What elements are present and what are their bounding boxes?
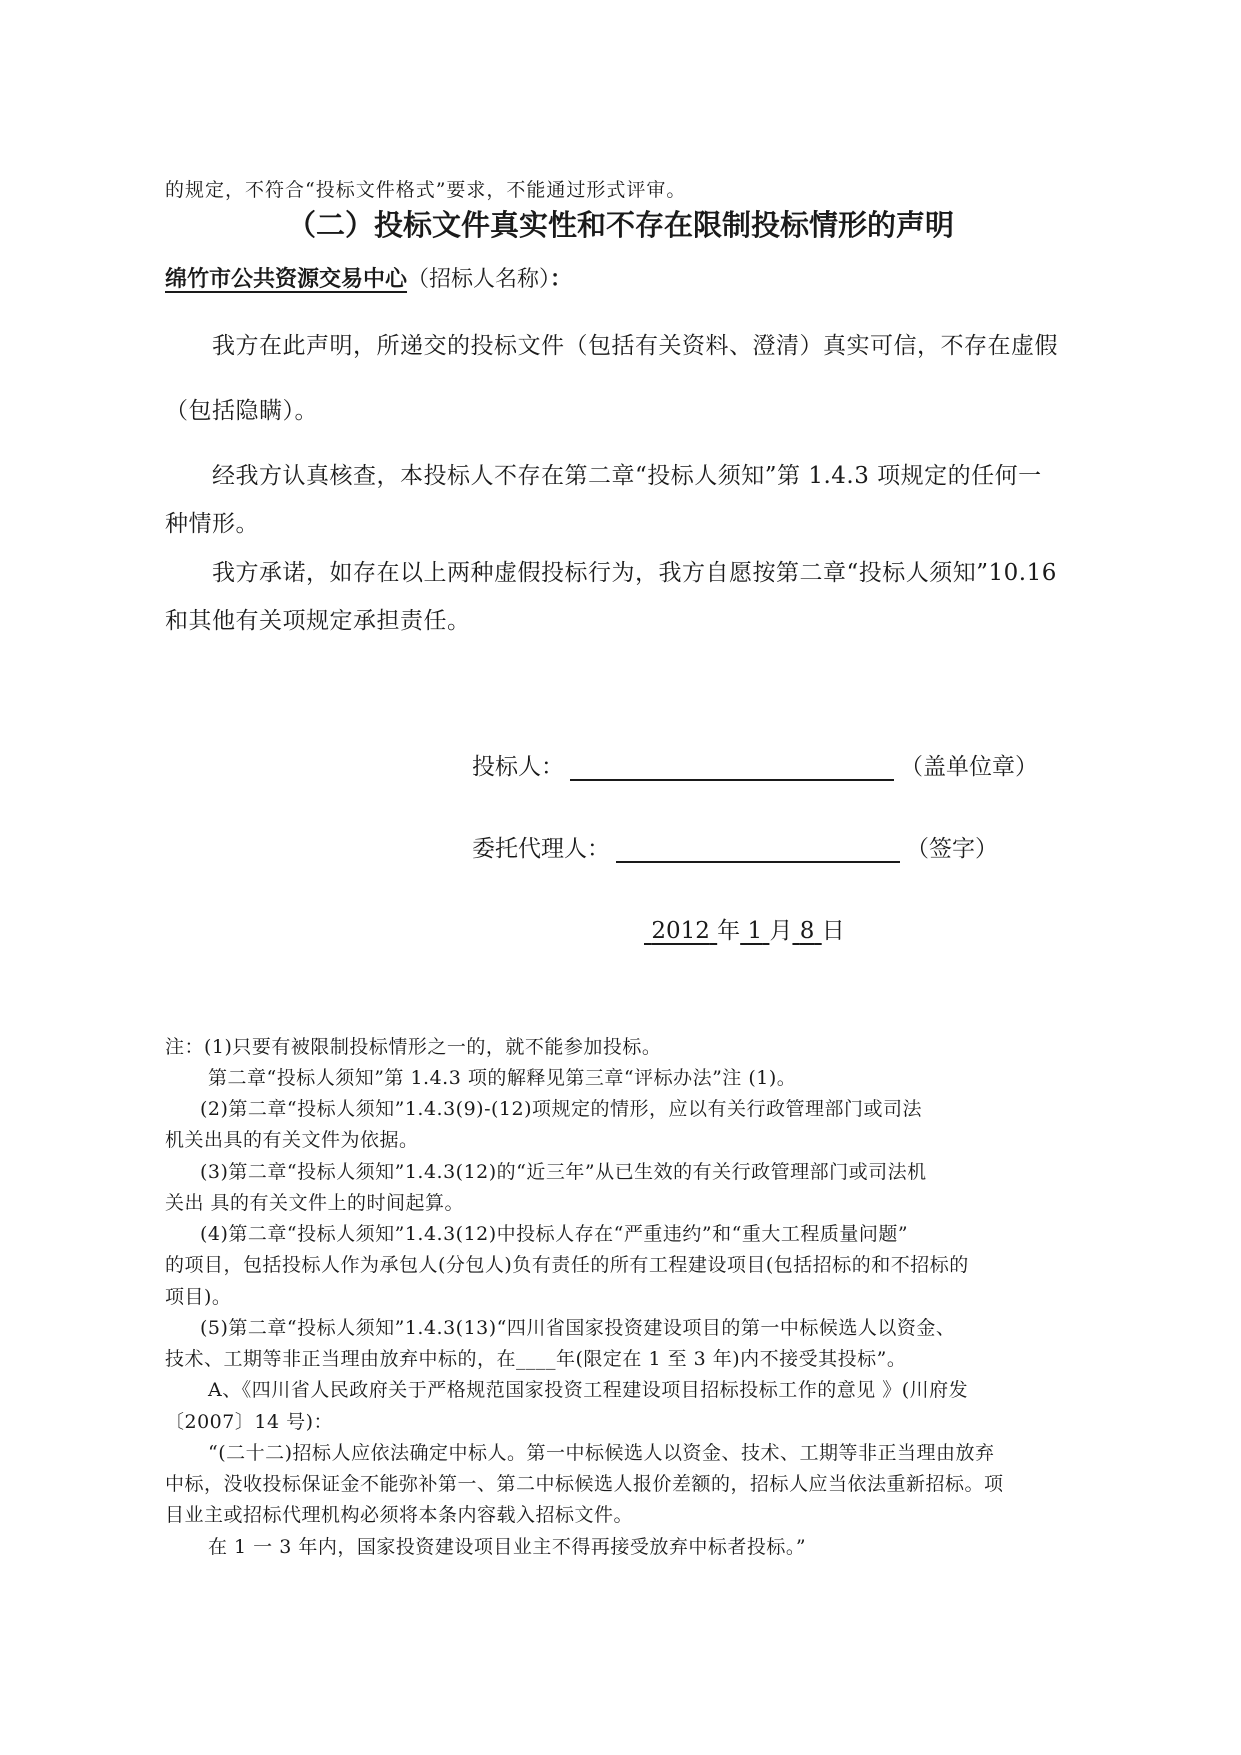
- note-line: 注：(1)只要有被限制投标情形之一的，就不能参加投标。: [165, 1036, 662, 1058]
- addressee-colon: ：: [550, 266, 573, 292]
- agent-suffix: （签字）: [906, 836, 998, 862]
- note-line: 中标，没收投标保证金不能弥补第一、第二中标候选人报价差额的，招标人应当依法重新招标。项: [165, 1473, 1004, 1495]
- agent-label: 委托代理人：: [472, 836, 610, 862]
- previous-page-fragment: 的规定，不符合“投标文件格式”要求，不能通过形式评审。: [165, 179, 687, 201]
- addressee-name: 绵竹市公共资源交易中心: [165, 266, 408, 292]
- note-line: 机关出具的有关文件为依据。: [165, 1129, 419, 1151]
- note-line: 在 1 一 3 年内，国家投资建设项目业主不得再接受放弃中标者投标。”: [208, 1536, 807, 1558]
- note-line: (2)第二章“投标人须知”1.4.3(9)-(12)项规定的情形，应以有关行政管理部门或司法: [200, 1098, 923, 1120]
- bidder-suffix: （盖单位章）: [900, 754, 1038, 780]
- date-month-unit: 月: [769, 918, 793, 944]
- declaration-heading: （二）投标文件真实性和不存在限制投标情形的声明: [286, 208, 954, 242]
- note-line: 〔2007〕14 号)：: [165, 1411, 333, 1433]
- paragraph-3-line-1: 我方承诺，如存在以上两种虚假投标行为，我方自愿按第二章“投标人须知”10.16: [212, 560, 1057, 586]
- signing-date: [644, 912, 845, 945]
- paragraph-1-line-2: （包括隐瞒）。: [165, 398, 318, 424]
- note-line: 项目)。: [165, 1286, 232, 1308]
- note-line: 第二章“投标人须知”第 1.4.3 项的解释见第三章“评标办法”注 (1)。: [208, 1067, 797, 1089]
- paragraph-2-line-2: 种情形。: [165, 511, 259, 537]
- bidder-label: 投标人：: [472, 754, 564, 780]
- note-line: 的项目，包括投标人作为承包人(分包人)负有责任的所有工程建设项目(包括招标的和不招标的: [165, 1254, 969, 1276]
- date-year-unit: 年: [717, 918, 741, 944]
- bidder-signature-line: [472, 748, 1038, 781]
- note-line: 目业主或招标代理机构必须将本条内容载入招标文件。: [165, 1504, 634, 1526]
- date-day-unit: 日: [821, 918, 845, 944]
- date-month: 1: [747, 918, 763, 944]
- note-line: (5)第二章“投标人须知”1.4.3(13)“四川省国家投资建设项目的第一中标候选人以资金、: [200, 1317, 956, 1339]
- addressee-suffix: （招标人名称）: [407, 267, 551, 292]
- note-line: 技术、工期等非正当理由放弃中标的，在____年(限定在 1 至 3 年)内不接受其投标”。: [165, 1348, 907, 1370]
- agent-signature-line: [472, 830, 998, 863]
- agent-blank: [616, 839, 900, 863]
- note-line: A、《四川省人民政府关于严格规范国家投资工程建设项目招标投标工作的意见 》(川府发: [208, 1379, 969, 1401]
- bidder-blank: [570, 757, 894, 781]
- paragraph-1-line-1: 我方在此声明，所递交的投标文件（包括有关资料、澄清）真实可信，不存在虚假: [212, 333, 1058, 359]
- note-line: (4)第二章“投标人须知”1.4.3(12)中投标人存在“严重违约”和“重大工程质量问题”: [200, 1223, 909, 1245]
- note-line: 关出 具的有关文件上的时间起算。: [165, 1192, 465, 1214]
- addressee-line: [165, 262, 572, 293]
- date-day: 8: [799, 918, 815, 944]
- paragraph-2-line-1: 经我方认真核查，本投标人不存在第二章“投标人须知”第 1.4.3 项规定的任何一: [212, 463, 1042, 489]
- date-year: 2012: [651, 918, 710, 944]
- note-line: (3)第二章“投标人须知”1.4.3(12)的“近三年”从已生效的有关行政管理部门或司法机: [200, 1161, 927, 1183]
- note-line: “(二十二)招标人应依法确定中标人。第一中标候选人以资金、技术、工期等非正当理由放弃: [208, 1442, 995, 1464]
- paragraph-3-line-2: 和其他有关项规定承担责任。: [165, 608, 471, 634]
